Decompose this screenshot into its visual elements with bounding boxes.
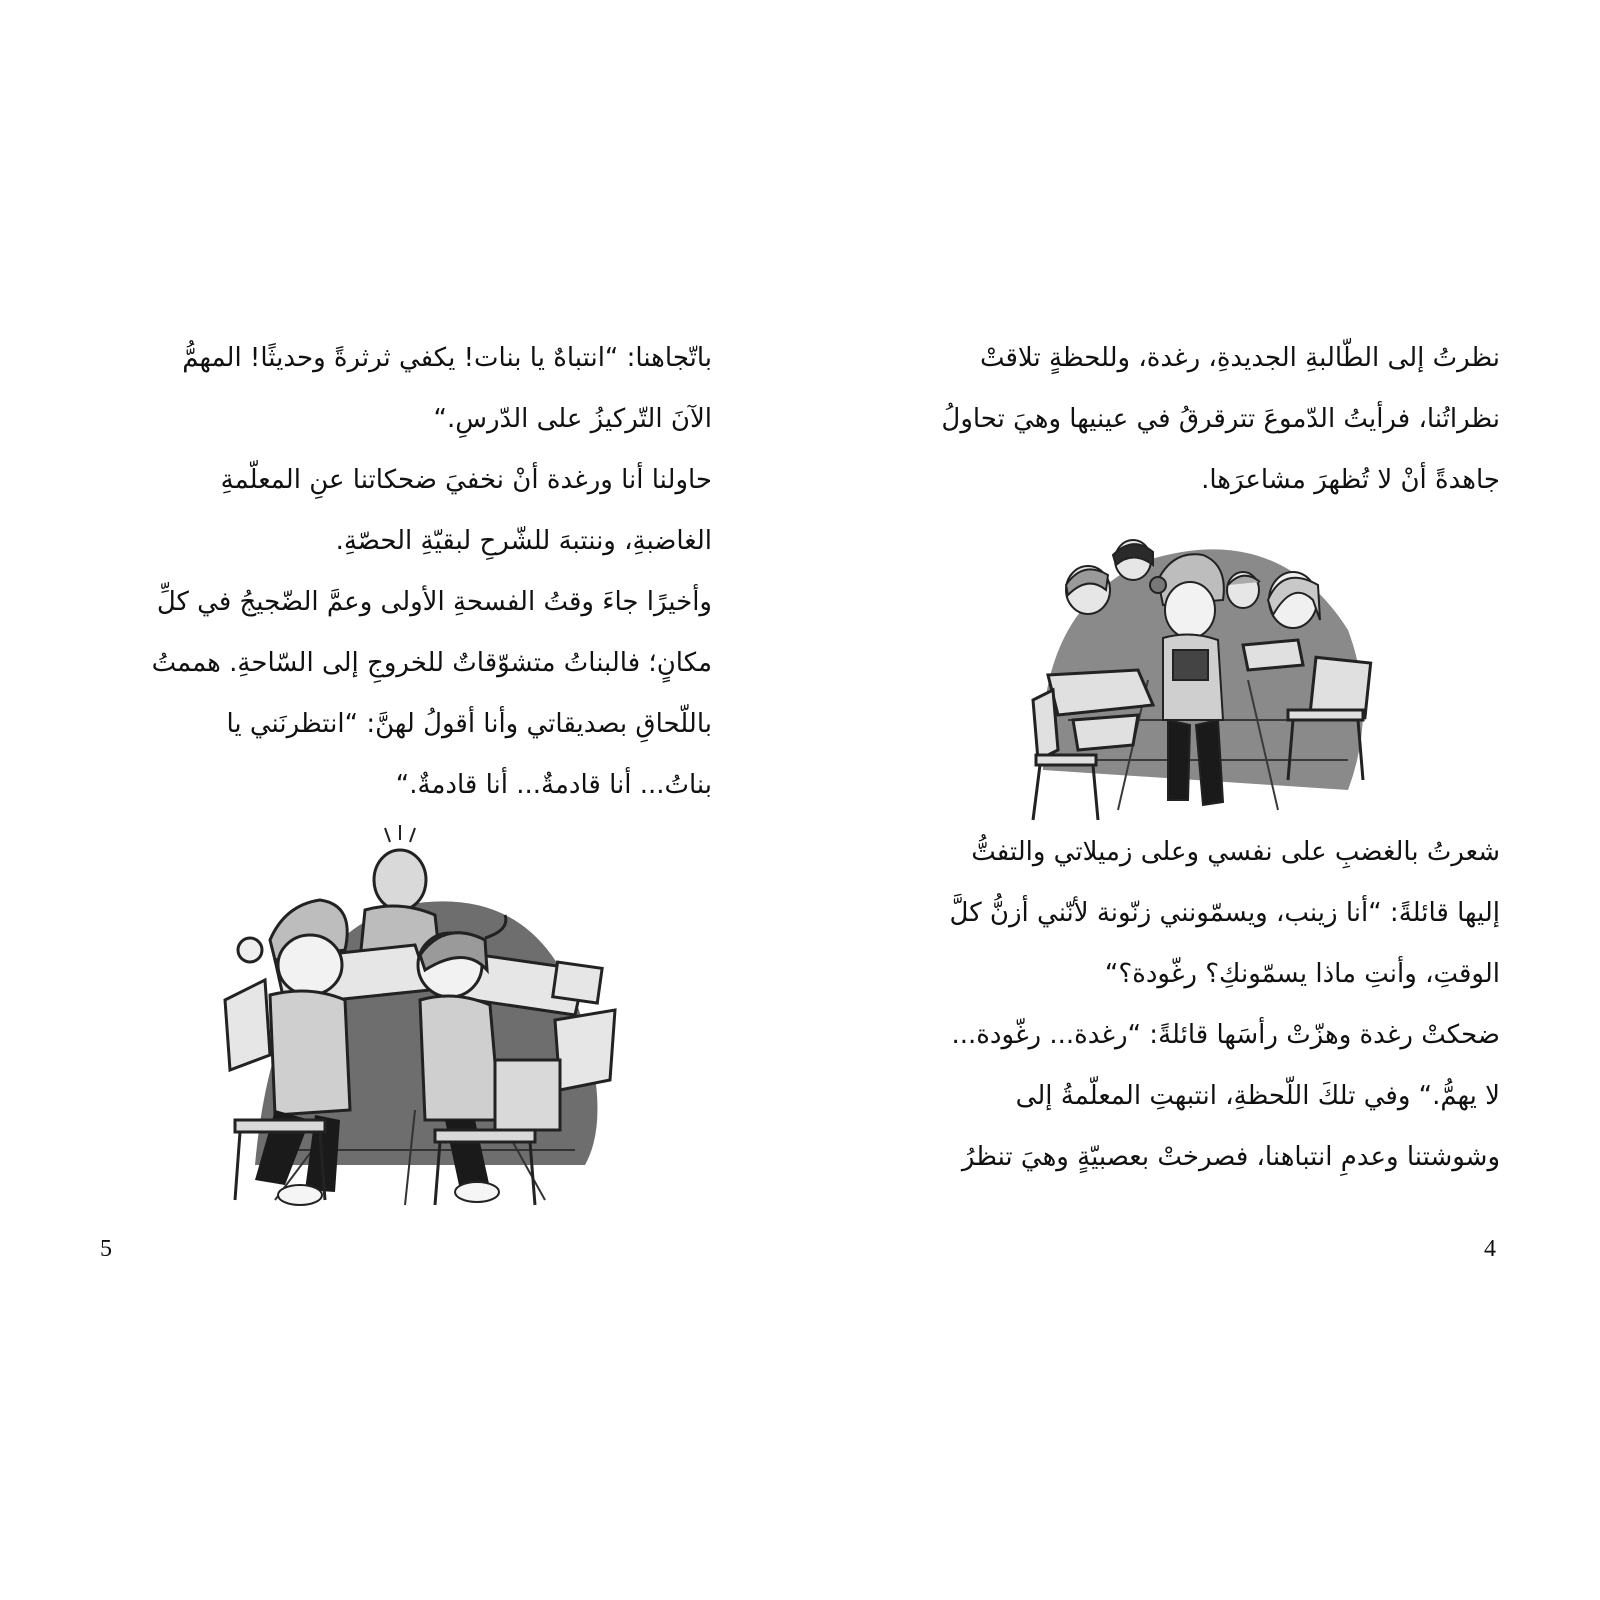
text-line: نظراتُنا، فرأيتُ الدّموعَ تترقرقُ في عينيها وهيَ تحاولُ bbox=[941, 404, 1500, 434]
text-line: الغاضبةِ، وننتبهَ للشّرحِ لبقيّةِ الحصّةِ. bbox=[335, 526, 712, 556]
right-page-top-paragraph bbox=[888, 328, 1500, 511]
text-line: جاهدةً أنْ لا تُظهرَ مشاعرَها. bbox=[1201, 465, 1500, 495]
page-right bbox=[800, 0, 1600, 1600]
text-line: لا يهمُّ.“ وفي تلكَ اللّحظةِ، انتبهتِ المعلّمةُ إلى bbox=[1015, 1081, 1500, 1111]
text-line: مكانٍ؛ فالبناتُ متشوّقاتٌ للخروجِ إلى السّاحةِ. هممتُ bbox=[151, 648, 712, 678]
text-line: بناتُ... أنا قادمةٌ... أنا قادمةٌ.“ bbox=[395, 770, 712, 800]
right-page-bottom-paragraph bbox=[888, 822, 1500, 1188]
page-number-left: 5 bbox=[100, 1236, 112, 1262]
text-line: شعرتُ بالغضبِ على نفسي وعلى زميلاتي والتفتُّ bbox=[971, 837, 1500, 867]
text-line: حاولنا أنا ورغدة أنْ نخفيَ ضحكاتنا عنِ المعلّمةِ bbox=[220, 465, 712, 495]
text-line: وشوشتنا وعدمِ انتباهنا، فصرختْ بعصبيّةٍ وهيَ تنظرُ bbox=[961, 1142, 1500, 1172]
whispering-girls-teacher-illustration bbox=[215, 820, 635, 1220]
text-line: وأخيرًا جاءَ وقتُ الفسحةِ الأولى وعمَّ الضّجيجُ في كلِّ bbox=[156, 587, 712, 617]
text-line: نظرتُ إلى الطّالبةِ الجديدةِ، رغدة، وللحظةٍ تلاقتْ bbox=[979, 343, 1500, 373]
text-line: الآنَ التّركيزُ على الدّرسِ.“ bbox=[433, 404, 712, 434]
text-line: ضحكتْ رغدة وهزّتْ رأسَها قائلةً: “رغدة... رغّودة... bbox=[951, 1020, 1500, 1050]
text-line: باللّحاقِ بصديقاتي وأنا أقولُ لهنَّ: “انتظرنَني يا bbox=[226, 709, 712, 739]
left-page-paragraph bbox=[100, 328, 712, 816]
page-number-right: 4 bbox=[1484, 1236, 1496, 1262]
text-line: إليها قائلةً: “أنا زينب، ويسمّونني زنّونة لأنّني أزنُّ كلَّ bbox=[949, 898, 1500, 928]
text-line: باتّجاهنا: “انتباهٌ يا بنات! يكفي ثرثرةً وحديثًا! المهمُّ bbox=[182, 343, 712, 373]
text-line: الوقتِ، وأنتِ ماذا يسمّونكِ؟ رغّودة؟“ bbox=[1104, 959, 1500, 989]
classroom-girls-desks-illustration bbox=[1028, 520, 1378, 830]
